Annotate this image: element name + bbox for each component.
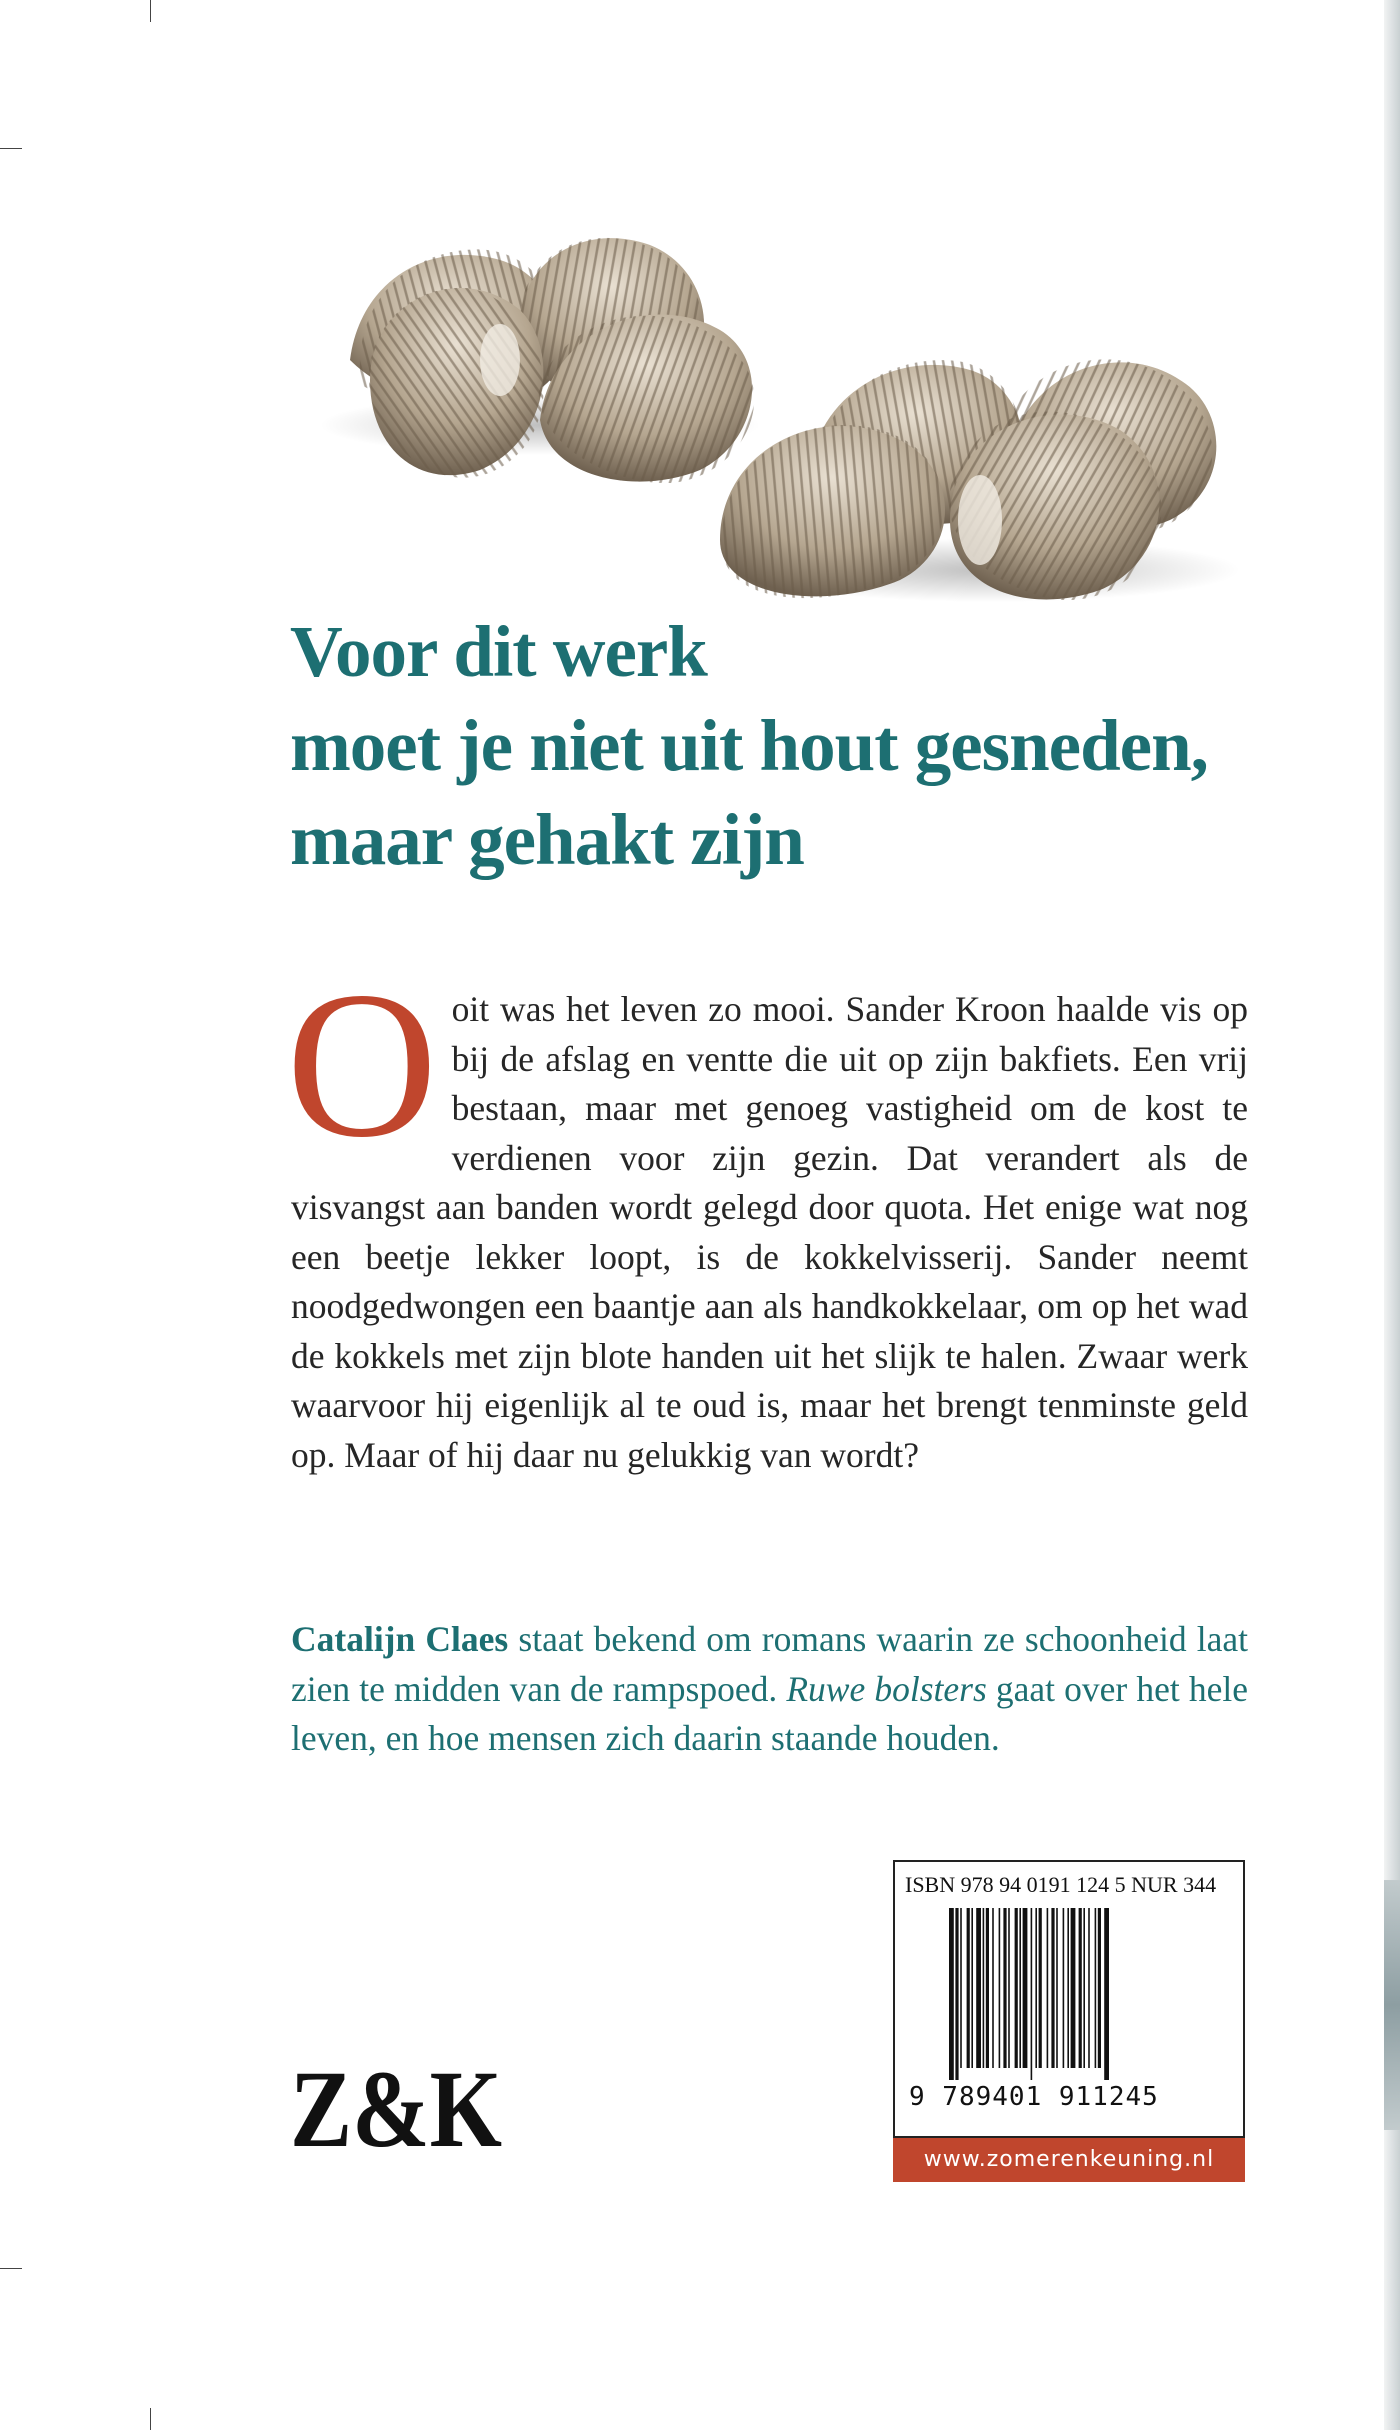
barcode-bar <box>1083 1908 1085 2068</box>
headline-line: moet je niet uit hout gesneden, <box>290 705 1208 786</box>
headline-line: maar gehakt zijn <box>290 799 804 880</box>
author-name: Catalijn Claes <box>291 1619 509 1659</box>
barcode-digits: 9 789401 911245 <box>909 2082 1159 2112</box>
barcode-bar <box>1098 1908 1101 2068</box>
barcode-bar <box>1056 1908 1058 2068</box>
blurb-paragraph <box>286 949 1248 1480</box>
barcode-bar <box>1095 1908 1097 2068</box>
drop-cap: O <box>286 949 438 1181</box>
headline <box>290 605 1208 887</box>
barcode-bar <box>1039 1908 1042 2068</box>
crop-mark <box>150 0 151 22</box>
barcode-bar <box>992 1908 994 2068</box>
barcode-box <box>893 1860 1245 2138</box>
barcode-bar <box>1031 1908 1033 2080</box>
barcode-bar <box>1019 1908 1021 2068</box>
spine-stripe <box>1384 1880 1400 2130</box>
barcode-bar <box>1035 1908 1037 2068</box>
barcode-bar <box>1088 1908 1090 2068</box>
barcode-bar <box>955 1908 958 2080</box>
barcode-bar <box>1079 1908 1082 2068</box>
blurb-text: oit was het leven zo mooi. Sander Kroon haalde vis op bij de afslag en ventte die uit op zijn bakfiets. Een vrij bestaan, maar met genoeg vastigheid om de kost te verdienen voor zijn gezin. Dat verandert als de visvangst aan banden wordt gelegd door quota. Het enige wat nog een beetje lekker loopt, is de kokkelvisserij. Sander neemt noodgedwongen een baantje aan als handkokkelaar, om op het wad de kokkels met zijn blote handen uit het slijk te halen. Zwaar werk waarvoor hij eigenlijk al te oud is, maar het brengt tenminste geld op. Maar of hij daar nu gelukkig van wordt? <box>291 989 1248 1475</box>
barcode-bar <box>976 1908 981 2068</box>
barcode-bar <box>971 1908 973 2068</box>
barcode-bar <box>983 1908 985 2068</box>
author-text: staat bekend om romans waarin ze schoonheid laat zien te midden van de rampspoed. <box>291 1619 1248 1709</box>
crop-mark <box>0 148 22 149</box>
author-paragraph <box>291 1615 1248 1764</box>
isbn-line: ISBN 978 94 0191 124 5 NUR 344 <box>905 1872 1217 1897</box>
barcode-bar <box>1003 1908 1006 2068</box>
publisher-logo-text: Z&K <box>290 2048 502 2170</box>
crop-mark <box>150 2408 151 2430</box>
publisher-website: www.zomerenkeuning.nl <box>893 2138 1245 2182</box>
spine-edge <box>1384 0 1400 2430</box>
barcode-bar <box>949 1908 954 2080</box>
barcode-bar <box>1067 1908 1069 2068</box>
headline-line: Voor dit werk <box>290 611 707 692</box>
barcode <box>949 1908 1219 2080</box>
barcode-bar <box>1051 1908 1054 2068</box>
barcode-bar <box>1104 1908 1109 2080</box>
author-text-end: gaat over het hele leven, en hoe mensen zich daarin staande houden. <box>291 1668 1248 1758</box>
crop-mark <box>0 2268 22 2269</box>
barcode-bar <box>1063 1908 1065 2068</box>
barcode-bar <box>986 1908 989 2068</box>
barcode-bar <box>1015 1908 1018 2068</box>
barcode-bar <box>1071 1908 1076 2068</box>
barcode-bar <box>999 1908 1001 2068</box>
barcode-bar <box>1047 1908 1049 2068</box>
book-title: Ruwe bolsters <box>786 1668 987 1709</box>
barcode-bar <box>1023 1908 1028 2068</box>
barcode-bar <box>960 1908 962 2068</box>
cockle-shells-illustration <box>310 200 1250 620</box>
publisher-logo <box>290 2048 510 2170</box>
barcode-bar <box>967 1908 970 2068</box>
barcode-bar <box>1008 1908 1010 2068</box>
